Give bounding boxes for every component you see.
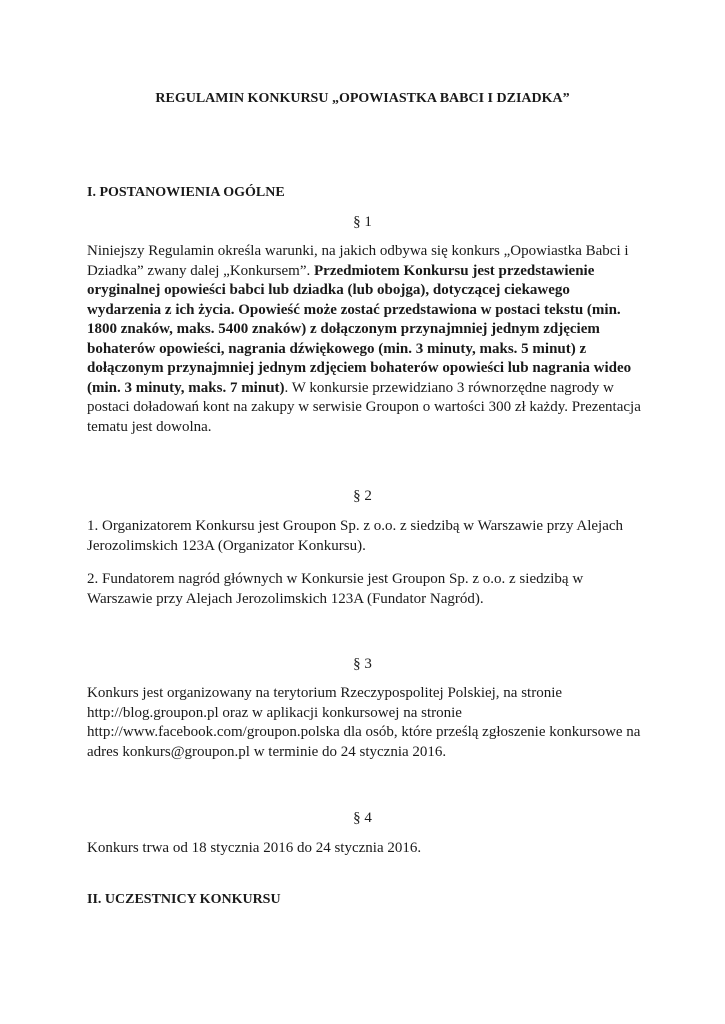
paragraph-mark-2: § 2 [353, 488, 372, 504]
section-heading-participants: II. UCZESTNICY KONKURSU [87, 892, 281, 907]
section-heading-general-provisions: I. POSTANOWIENIA OGÓLNE [87, 185, 285, 200]
paragraph-1-intro: Niniejszy Regulamin określa warunki, na jakich odbywa się konkurs „Opowiastka Babci i Dziadka” zwany dalej „Konkursem”. [87, 243, 629, 279]
paragraph-1-body [87, 242, 647, 437]
paragraph-mark-3: § 3 [353, 656, 372, 672]
paragraph-mark-1: § 1 [353, 214, 372, 230]
paragraph-mark-4: § 4 [353, 810, 372, 826]
paragraph-4-body: Konkurs trwa od 18 stycznia 2016 do 24 stycznia 2016. [87, 840, 422, 856]
paragraph-2-item-1: 1. Organizatorem Konkursu jest Groupon Sp. z o.o. z siedzibą w Warszawie przy Alejach Jerozolimskich 123A (Organizator Konkursu). [87, 518, 624, 554]
paragraph-2-item-2: 2. Fundatorem nagród głównych w Konkursie jest Groupon Sp. z o.o. z siedzibą w Warszawie przy Alejach Jerozolimskich 123A (Fundator Nagród). [87, 571, 584, 607]
paragraph-1-outro: . W konkursie przewidziano 3 równorzędne nagrody w postaci doładowań kont na zakupy w serwisie Groupon o wartości 300 zł każdy. Prezentacja tematu jest dowolna. [87, 379, 641, 435]
document-title: REGULAMIN KONKURSU „OPOWIASTKA BABCI I DZIADKA” [155, 91, 570, 106]
paragraph-1-bold: Przedmiotem Konkursu jest przedstawienie oryginalnej opowieści babci lub dziadka (lub obojga), dotyczącej ciekawego wydarzenia z ich życia. Opowieść może zostać przedstawiona w postaci tekstu (min. 1800 znaków, maks. 5400 znaków) z dołączonym przynajmniej jednym zdjęciem bohaterów opowieści, nagrania dźwiękowego (min. 3 minuty, maks. 5 minut) z dołączonym przynajmniej jednym zdjęciem bohaterów opowieści lub nagrania wideo (min. 3 minuty, maks. 7 minut) [87, 262, 632, 396]
paragraph-3-body: Konkurs jest organizowany na terytorium Rzeczypospolitej Polskiej, na stronie http://blog.groupon.pl oraz w aplikacji konkursowej na stronie http://www.facebook.com/groupon.polska dla osób, które prześlą zgłoszenie konkursowe na adres konkurs@groupon.pl w terminie do 24 stycznia 2016. [87, 685, 641, 760]
